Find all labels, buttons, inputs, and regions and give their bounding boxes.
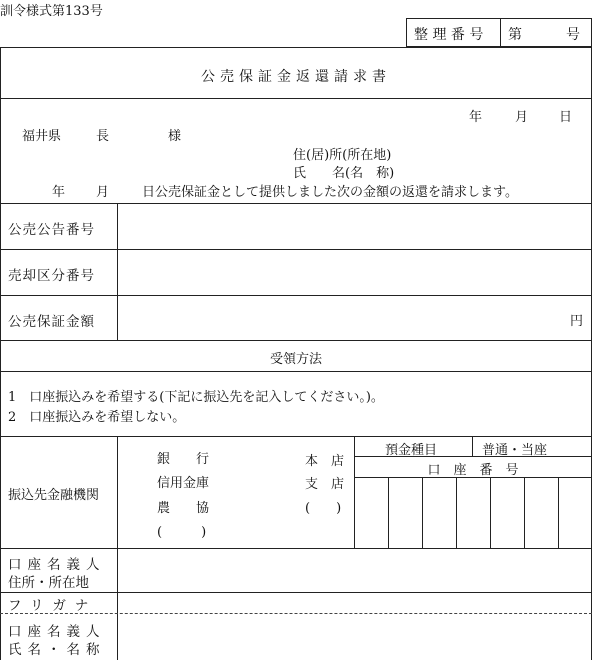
addressee-chief: 長 bbox=[96, 129, 110, 144]
form-title: 公売保証金返還請求書 bbox=[201, 69, 391, 85]
bank-type-other: ( ) bbox=[157, 525, 207, 540]
bank-type-nokyo: 農 協 bbox=[157, 501, 210, 516]
sale-division-number-label: 売却区分番号 bbox=[8, 268, 95, 284]
bank-type-shinkin: 信用金庫 bbox=[157, 476, 210, 491]
applicant-name-label: 氏 名(名 称) bbox=[293, 166, 395, 181]
form-number: 訓令様式第133号 bbox=[0, 4, 103, 19]
receipt-method-header: 受領方法 bbox=[269, 352, 322, 367]
holder-address-label-1: 口座名義人 bbox=[8, 557, 106, 573]
deposit-type-value: 普通・当座 bbox=[482, 443, 548, 458]
date-day: 日 bbox=[559, 110, 573, 125]
request-month: 月 bbox=[96, 185, 110, 200]
account-number-label: 口 座 番 号 bbox=[427, 463, 519, 478]
yen-unit: 円 bbox=[570, 314, 584, 329]
reference-dai: 第 bbox=[508, 27, 522, 43]
date-year: 年 bbox=[469, 110, 483, 125]
account-digit-divider bbox=[490, 477, 491, 548]
receipt-option-2: 2 口座振込みを希望しない。 bbox=[8, 410, 186, 425]
branch-main: 本 店 bbox=[305, 454, 345, 469]
request-year: 年 bbox=[52, 185, 66, 200]
reference-go: 号 bbox=[566, 27, 580, 43]
holder-name-label-2: 氏名・名称 bbox=[8, 642, 106, 658]
account-digit-divider bbox=[524, 477, 525, 548]
holder-name-label-1: 口座名義人 bbox=[8, 624, 106, 640]
furigana-label: フリガナ bbox=[8, 598, 98, 614]
addressee-prefecture: 福井県 bbox=[22, 129, 62, 144]
account-digit-divider bbox=[558, 477, 559, 548]
deposit-type-label: 預金種目 bbox=[385, 443, 438, 458]
account-digit-divider bbox=[388, 477, 389, 548]
addressee-sama: 様 bbox=[168, 129, 182, 144]
account-digit-divider bbox=[422, 477, 423, 548]
reference-number-label: 整 理 番 号 bbox=[414, 27, 484, 43]
auction-notice-number-label: 公売公告番号 bbox=[8, 222, 95, 238]
branch-sub: 支 店 bbox=[305, 477, 345, 492]
holder-address-label-2: 住所・所在地 bbox=[8, 575, 89, 591]
account-digit-divider bbox=[456, 477, 457, 548]
deposit-amount-label: 公売保証金額 bbox=[8, 314, 95, 330]
request-sentence: 日公売保証金として提供しました次の金額の返還を請求します。 bbox=[142, 185, 518, 200]
date-month: 月 bbox=[515, 110, 529, 125]
bank-type-bank: 銀 行 bbox=[157, 452, 210, 467]
bank-label: 振込先金融機関 bbox=[8, 488, 100, 503]
receipt-option-1: 1 口座振込みを希望する(下記に振込先を記入してください。)。 bbox=[8, 390, 384, 405]
branch-other: ( ) bbox=[305, 501, 342, 516]
applicant-address-label: 住(居)所(所在地) bbox=[293, 148, 392, 163]
